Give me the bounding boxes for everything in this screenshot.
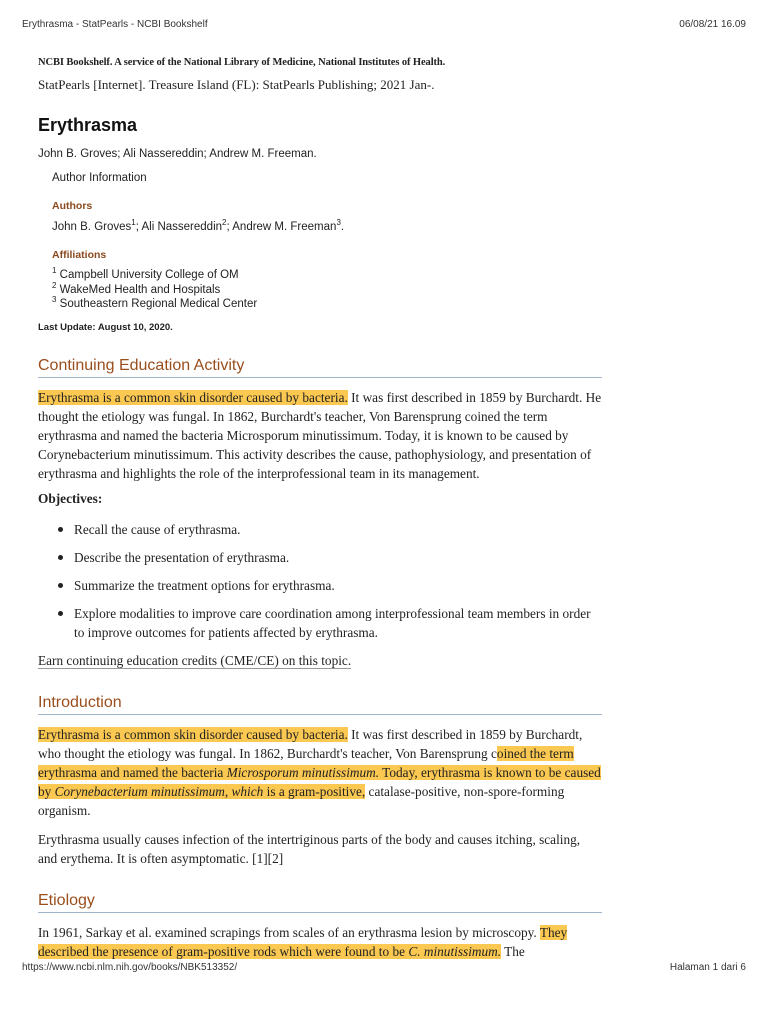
- highlighted-text: Erythrasma is a common skin disorder caused by bacteria.: [38, 389, 348, 405]
- affiliation-name: Campbell University College of OM: [59, 269, 239, 281]
- author-affiliation-number: 3: [336, 218, 341, 228]
- earn-credits-link[interactable]: Earn continuing education credits (CME/CE) on this topic.: [38, 652, 352, 668]
- article-content: [38, 57, 602, 961]
- intro-paragraph-2: Erythrasma usually causes infection of the intertriginous parts of the body and causes itching, scaling, and erythema. It is often asymptomatic. [1][2]: [38, 831, 581, 866]
- author-name[interactable]: John B. Groves: [52, 221, 132, 233]
- section-heading-etiology: Etiology: [38, 892, 602, 913]
- affiliation-number: 3: [52, 295, 57, 305]
- intro-paragraph-1: [38, 725, 602, 820]
- author-name[interactable]: Andrew M. Freeman: [232, 221, 337, 233]
- highlighted-text: They described the presence of gram-positive rods which were found to be: [38, 924, 568, 959]
- affiliations-heading: Affiliations: [52, 249, 107, 261]
- highlighted-text: is a gram-positive,: [263, 783, 366, 799]
- list-item: Describe the presentation of erythrasma.: [58, 548, 602, 567]
- affiliation-item: [52, 280, 602, 298]
- highlighted-italic-text: Corynebacterium minutissimum, which: [54, 783, 264, 799]
- paragraph-text: In 1961, Sarkay et al. examined scrapings from scales of an erythrasma lesion by microscopy.: [38, 924, 540, 940]
- ce-paragraph: [38, 388, 602, 483]
- author-separator: ;: [226, 221, 233, 233]
- list-item: Explore modalities to improve care coordination among interprofessional team members in order to improve outcomes for patients affected by erythrasma.: [58, 604, 602, 642]
- paragraph-text: It was first described in 1859 by Burchardt. He thought the etiology was fungal. In 1862, Burchardt's teacher, Von Barensprung coined the term erythrasma and named the bacteria Microsporum minutissimum. Today, it is known to be caused by Corynebacterium minutissimum. This activity describes the cause, pathophysiology, and presentation of erythrasma and highlights the role of the interprofessional team in its management.: [38, 389, 602, 481]
- highlighted-text: Today, erythrasma is known to be caused by: [38, 764, 601, 799]
- pdf-header: [22, 19, 746, 30]
- affiliation-name: Southeastern Regional Medical Center: [59, 298, 258, 310]
- highlighted-text: Erythrasma is a common skin disorder caused by bacteria.: [38, 726, 348, 742]
- affiliation-number: 1: [52, 266, 57, 276]
- print-page-number: Halaman 1 dari 6: [669, 962, 746, 973]
- authors-line: John B. Groves; Ali Nassereddin; Andrew M. Freeman.: [38, 148, 317, 160]
- etiology-paragraph: [38, 923, 602, 961]
- print-page-title: Erythrasma - StatPearls - NCBI Bookshelf: [22, 19, 208, 30]
- author-information-toggle[interactable]: Author Information: [52, 172, 147, 184]
- section-heading-continuing-education: Continuing Education Activity: [38, 357, 602, 378]
- affiliation-number: 2: [52, 280, 57, 290]
- bookshelf-notice: NCBI Bookshelf. A service of the National Library of Medicine, National Institutes of Health.: [38, 57, 446, 68]
- author-affiliation-number: 1: [131, 218, 136, 228]
- affiliation-item: [52, 268, 602, 283]
- print-datetime: 06/08/21 16.09: [679, 19, 746, 30]
- objectives-label: Objectives:: [38, 490, 103, 506]
- paragraph-text: The: [501, 943, 525, 959]
- pdf-footer: [22, 962, 746, 973]
- affiliation-item: [52, 297, 602, 312]
- author-separator: .: [340, 221, 345, 233]
- last-update: Last Update: August 10, 2020.: [38, 321, 173, 333]
- highlighted-italic-text: C. minutissimum.: [408, 943, 502, 959]
- affiliation-name: WakeMed Health and Hospitals: [59, 283, 221, 296]
- author-name[interactable]: Ali Nassereddin: [141, 221, 223, 233]
- earn-credits-paragraph: [38, 651, 602, 670]
- section-heading-introduction: Introduction: [38, 694, 602, 715]
- list-item: Recall the cause of erythrasma.: [58, 520, 602, 539]
- highlighted-text: oined the term erythrasma and named the bacteria: [38, 745, 574, 780]
- author-affiliation-number: 2: [222, 218, 227, 228]
- paragraph-text: It was first described in 1859 by Burchardt, who thought the etiology was fungal. In 1862, Burchardt's teacher, Von Barensprung c: [38, 726, 583, 761]
- page-title: Erythrasma: [38, 115, 138, 135]
- highlighted-italic-text: Microsporum minutissimum.: [226, 764, 380, 780]
- affiliations-list: [52, 268, 602, 312]
- authors-list: [52, 218, 602, 233]
- citation: StatPearls [Internet]. Treasure Island (FL): StatPearls Publishing; 2021 Jan-.: [38, 77, 435, 92]
- objectives-list: [38, 520, 602, 642]
- paragraph-text: catalase-positive, non-spore-forming organism.: [38, 783, 565, 818]
- authors-heading: Authors: [52, 200, 93, 212]
- list-item: Summarize the treatment options for erythrasma.: [58, 576, 602, 595]
- author-separator: ;: [135, 221, 142, 233]
- print-url: https://www.ncbi.nlm.nih.gov/books/NBK513352/: [22, 962, 238, 973]
